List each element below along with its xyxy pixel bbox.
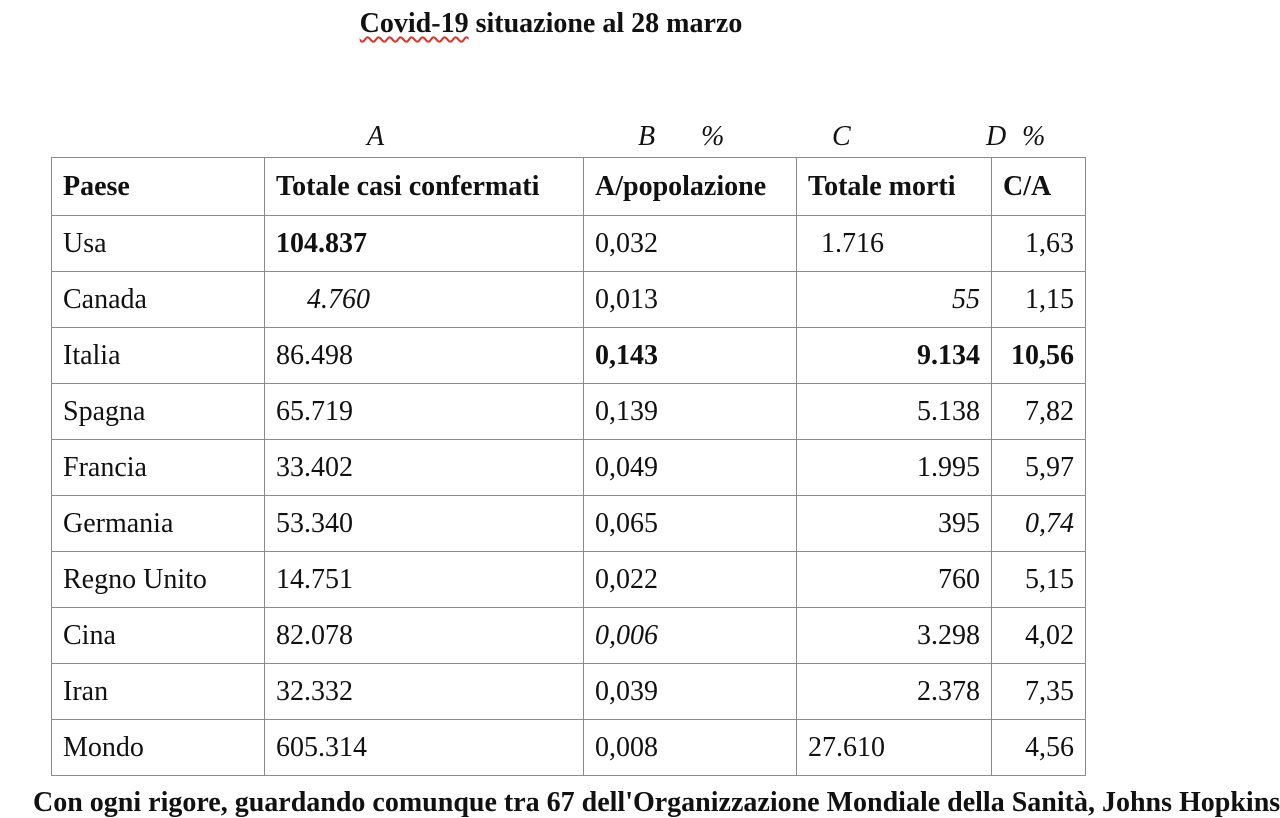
cell-pop: 0,139 [584, 384, 797, 440]
cell-morti: 1.995 [797, 440, 992, 496]
title-misspelled-word: Covid-19 [359, 8, 469, 39]
cell-paese: Mondo [52, 720, 265, 776]
cell-morti: 5.138 [797, 384, 992, 440]
cell-pop: 0,039 [584, 664, 797, 720]
cell-paese: Spagna [52, 384, 265, 440]
cell-pop: 0,049 [584, 440, 797, 496]
cell-morti: 1.716 [797, 216, 992, 272]
cell-pop: 0,006 [584, 608, 797, 664]
cell-ca: 10,56 [992, 328, 1086, 384]
cell-morti: 27.610 [797, 720, 992, 776]
cell-pop: 0,032 [584, 216, 797, 272]
table-row-francia [52, 440, 1086, 496]
cell-casi: 605.314 [265, 720, 584, 776]
cell-paese: Iran [52, 664, 265, 720]
cell-paese: Regno Unito [52, 552, 265, 608]
cell-casi: 65.719 [265, 384, 584, 440]
cell-casi: 53.340 [265, 496, 584, 552]
header-a-popolazione: A/popolazione [584, 158, 797, 216]
cell-ca: 1,15 [992, 272, 1086, 328]
cell-ca: 1,63 [992, 216, 1086, 272]
cell-morti: 9.134 [797, 328, 992, 384]
header-totale-morti: Totale morti [797, 158, 992, 216]
title-rest: situazione al 28 marzo [468, 8, 743, 39]
covid-data-table [51, 157, 1086, 776]
table-row-regno-unito [52, 552, 1086, 608]
cell-paese: Francia [52, 440, 265, 496]
cell-morti: 2.378 [797, 664, 992, 720]
cell-casi: 82.078 [265, 608, 584, 664]
cell-morti: 395 [797, 496, 992, 552]
cell-ca: 5,97 [992, 440, 1086, 496]
page-title [0, 6, 1102, 42]
cell-paese: Usa [52, 216, 265, 272]
cell-pop: 0,143 [584, 328, 797, 384]
cell-morti: 3.298 [797, 608, 992, 664]
cell-paese: Italia [52, 328, 265, 384]
cell-paese: Germania [52, 496, 265, 552]
footer-note: Con ogni rigore, guardando comunque tra 67 dell'Organizzazione Mondiale della Sanità, Johns Hopkins [33, 787, 1280, 818]
cell-morti: 760 [797, 552, 992, 608]
cell-casi: 33.402 [265, 440, 584, 496]
header-c-a: C/A [992, 158, 1086, 216]
table-row-italia [52, 328, 1086, 384]
cell-casi: 104.837 [265, 216, 584, 272]
cell-paese: Canada [52, 272, 265, 328]
header-totale-casi: Totale casi confermati [265, 158, 584, 216]
cell-ca: 7,82 [992, 384, 1086, 440]
cell-casi: 86.498 [265, 328, 584, 384]
table-row-cina [52, 608, 1086, 664]
cell-casi: 4.760 [265, 272, 584, 328]
header-paese: Paese [52, 158, 265, 216]
header-row [52, 158, 1086, 216]
column-letter-d-unit: % [1022, 121, 1046, 152]
column-letter-b: B [638, 121, 656, 152]
table-row-canada [52, 272, 1086, 328]
cell-pop: 0,022 [584, 552, 797, 608]
column-letter-a: A [367, 121, 385, 152]
cell-morti: 55 [797, 272, 992, 328]
cell-ca: 4,02 [992, 608, 1086, 664]
column-letter-b-unit: % [701, 121, 725, 152]
column-letter-c: C [832, 121, 851, 152]
table-row-spagna [52, 384, 1086, 440]
table-row-iran [52, 664, 1086, 720]
cell-ca: 0,74 [992, 496, 1086, 552]
cell-pop: 0,008 [584, 720, 797, 776]
table-row-usa [52, 216, 1086, 272]
cell-pop: 0,013 [584, 272, 797, 328]
table-row-germania [52, 496, 1086, 552]
cell-casi: 14.751 [265, 552, 584, 608]
cell-ca: 7,35 [992, 664, 1086, 720]
cell-paese: Cina [52, 608, 265, 664]
cell-ca: 5,15 [992, 552, 1086, 608]
cell-casi: 32.332 [265, 664, 584, 720]
cell-ca: 4,56 [992, 720, 1086, 776]
table-row-mondo [52, 720, 1086, 776]
cell-pop: 0,065 [584, 496, 797, 552]
column-letter-d: D [986, 121, 1007, 152]
